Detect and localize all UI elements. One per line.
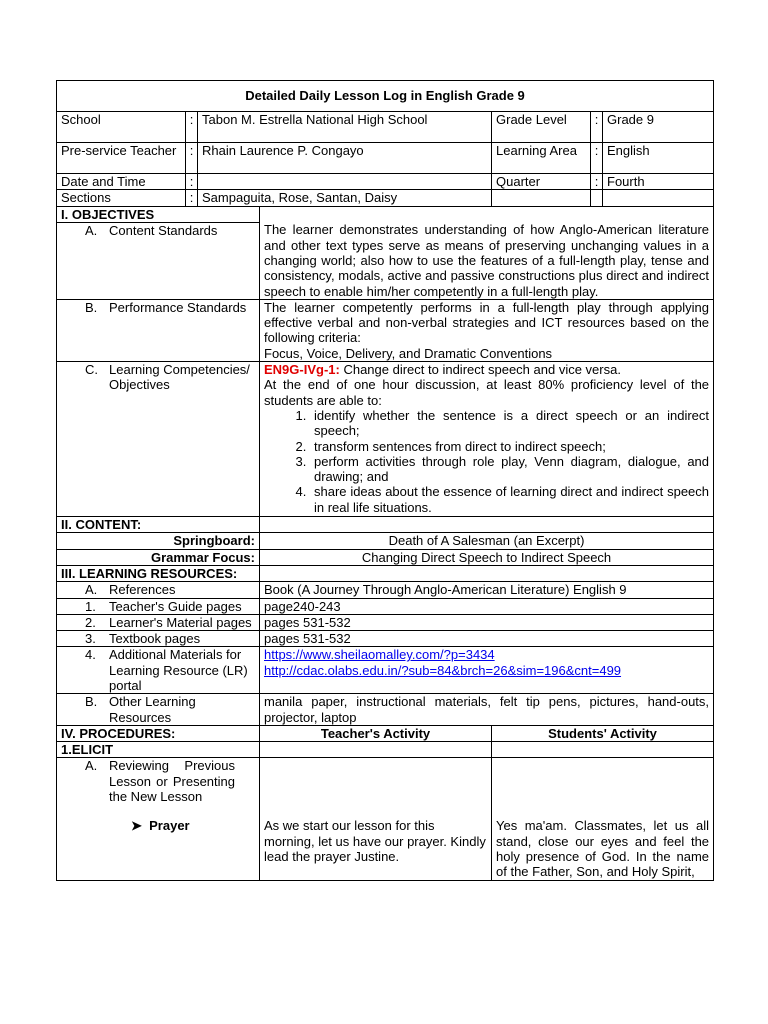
list-item: 2. transform sentences from direct to indirect speech;	[310, 439, 709, 454]
date-label: Date and Time	[57, 174, 186, 190]
teacher-value: Rhain Laurence P. Congayo	[198, 143, 492, 174]
competency-code-text: Change direct to indirect speech and vice versa.	[339, 362, 621, 378]
colon: :	[591, 174, 603, 190]
tg-value: page240-243	[260, 598, 714, 614]
list-item: 3. perform activities through role play, Venn diagram, dialogue, and drawing; and	[310, 454, 709, 485]
colon: :	[186, 190, 198, 206]
grammar-label: Grammar Focus:	[57, 549, 260, 565]
school-label: School	[57, 112, 186, 143]
olabs-link[interactable]: http://cdac.olabs.edu.in/?sub=84&brch=26&sim=196&cnt=499	[264, 662, 622, 678]
colon: :	[591, 112, 603, 143]
sheilaomalley-link[interactable]: https://www.sheilaomalley.com/?p=3434	[264, 647, 495, 663]
competency-list	[264, 408, 709, 515]
area-value: English	[603, 143, 714, 174]
teacher-activity-header: Teacher's Activity	[260, 725, 492, 741]
list-item: 1. identify whether the sentence is a direct speech or an indirect speech;	[310, 408, 709, 439]
objectives-heading: I. OBJECTIVES	[57, 206, 260, 222]
content-heading: II. CONTENT:	[57, 517, 260, 533]
resources-heading: III. LEARNING RESOURCES:	[57, 565, 260, 581]
prayer-teacher-text: As we start our lesson for this morning, let us have our prayer. Kindly lead the prayer Justine.	[260, 818, 492, 880]
quarter-value: Fourth	[603, 174, 714, 190]
content-std-num: A.	[85, 222, 98, 238]
tb-num: 3.	[85, 631, 96, 647]
grade-label: Grade Level	[492, 112, 591, 143]
list-item: 4. share ideas about the essence of learning direct and indirect speech in real life situations.	[310, 484, 709, 515]
lm-num: 2.	[85, 614, 96, 630]
springboard-label: Springboard:	[57, 533, 260, 549]
colon: :	[186, 112, 198, 143]
bullet-arrow-icon: ➤	[131, 818, 142, 834]
competency-code: EN9G-IVg-1:	[264, 362, 340, 378]
competency-intro: At the end of one hour discussion, at least 80% proficiency level of the students are able to:	[264, 377, 710, 408]
add-label: Additional Materials for Learning Resource (LR) portal	[109, 647, 248, 693]
tg-num: 1.	[85, 598, 96, 614]
perf-std-criteria: Focus, Voice, Delivery, and Dramatic Conventions	[264, 345, 553, 361]
lesson-log-page	[56, 80, 713, 881]
lm-value: pages 531-532	[260, 614, 714, 630]
other-label: Other Learning Resources	[109, 694, 196, 725]
perf-std-label: Performance Standards	[109, 299, 247, 315]
review-num: A.	[85, 758, 98, 774]
grade-value: Grade 9	[603, 112, 714, 143]
date-value	[198, 174, 492, 190]
prayer-label: Prayer	[149, 818, 190, 834]
grammar-value: Changing Direct Speech to Indirect Speech	[260, 549, 714, 565]
elicit-heading: 1.ELICIT	[57, 742, 260, 758]
perf-std-text: The learner competently performs in a full-length play through applying effective verbal and non-verbal strategies and ICT resources based on the following criteria:	[264, 299, 710, 346]
other-value: manila paper, instructional materials, felt tip pens, pictures, hand-outs, projector, laptop	[260, 694, 714, 726]
procedures-heading: IV. PROCEDURES:	[57, 725, 260, 741]
tb-label: Textbook pages	[109, 631, 201, 647]
springboard-value: Death of A Salesman (an Excerpt)	[260, 533, 714, 549]
colon: :	[186, 174, 198, 190]
perf-std-num: B.	[85, 299, 98, 315]
lm-label: Learner's Material pages	[109, 614, 252, 630]
school-value: Tabon M. Estrella National High School	[198, 112, 492, 143]
ref-num: A.	[85, 582, 98, 598]
colon: :	[186, 143, 198, 174]
tb-value: pages 531-532	[260, 631, 714, 647]
colon: :	[591, 143, 603, 174]
quarter-label: Quarter	[492, 174, 591, 190]
lesson-log-table	[56, 80, 714, 881]
comp-num: C.	[85, 362, 98, 378]
document-title: Detailed Daily Lesson Log in English Grade 9	[57, 81, 714, 112]
students-activity-header: Students' Activity	[492, 725, 714, 741]
content-std-text: The learner demonstrates understanding of how Anglo-American literature and other text types serve as means of preserving unchanging values in a changing world; also how to use the features of a full-length play, tense and consistency, modals, active and passive constructions plus direct and indirect speech to enable him/her competently in a full-length play.	[260, 222, 714, 299]
ref-label: References	[109, 582, 176, 598]
sections-label: Sections	[57, 190, 186, 206]
ref-value: Book (A Journey Through Anglo-American Literature) English 9	[260, 582, 714, 598]
content-std-label: Content Standards	[109, 222, 218, 238]
tg-label: Teacher's Guide pages	[109, 598, 242, 614]
prayer-student-text: Yes ma'am. Classmates, let us all stand, close our eyes and feel the holy presence of God. In the name of the Father, Son, and Holy Spirit,	[492, 818, 714, 880]
sections-value: Sampaguita, Rose, Santan, Daisy	[198, 190, 492, 206]
review-label: Reviewing Previous Lesson or Presenting the New Lesson	[109, 758, 235, 805]
comp-label: Learning Competencies/ Objectives	[109, 362, 250, 393]
area-label: Learning Area	[492, 143, 591, 174]
add-num: 4.	[85, 647, 96, 663]
teacher-label: Pre-service Teacher	[57, 143, 186, 174]
other-num: B.	[85, 694, 98, 710]
